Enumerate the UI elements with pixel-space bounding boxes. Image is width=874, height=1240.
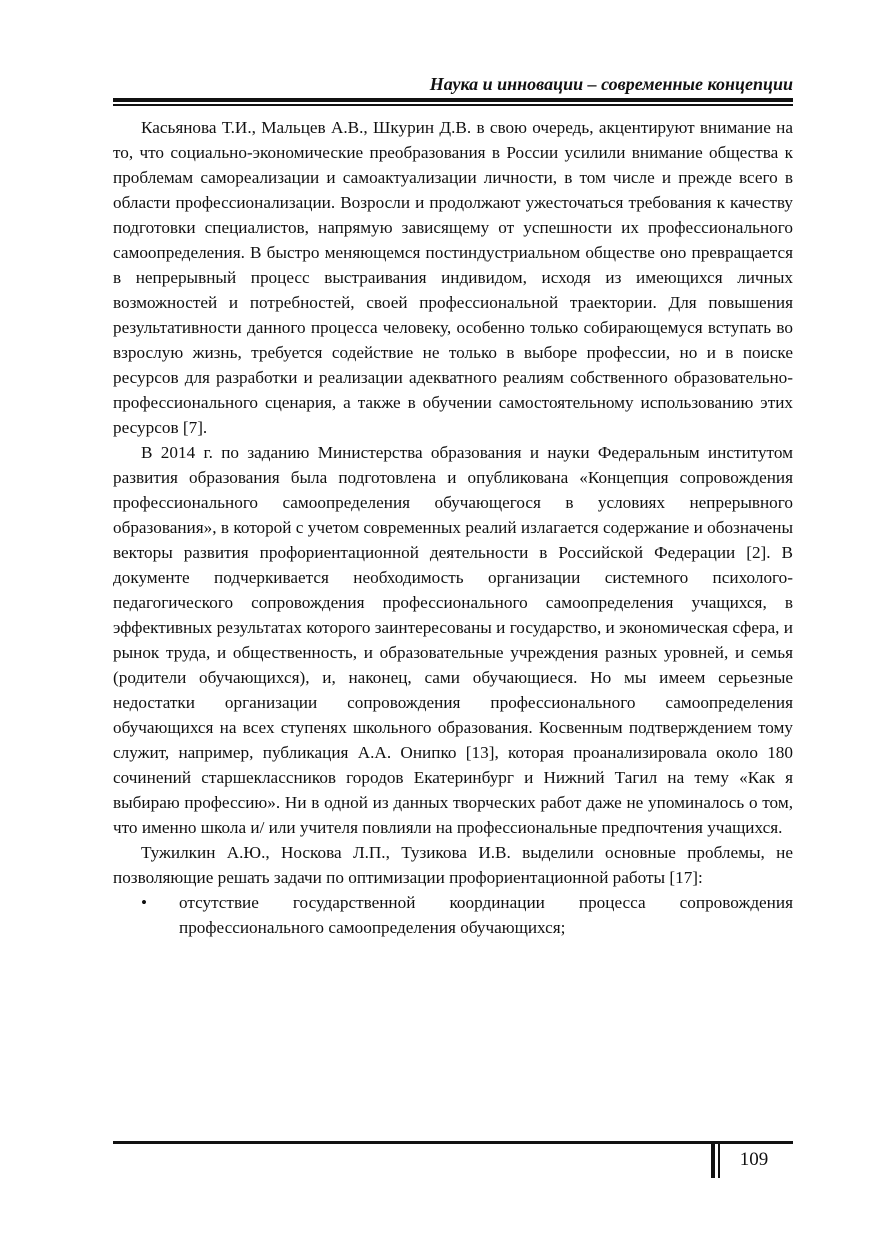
paragraph: В 2014 г. по заданию Министерства образования и науки Федеральным институтом развития образования была подготовлена и опубликована «Концепция сопровождения профессионального самоопределения обучающегося в условиях непрерывного образования», в которой с учетом современных реалий излагается содержание и обозначены векторы развития профориентационной деятельности в Российской Федерации [2]. В документе подчеркивается необходимость организации системного психолого-педагогического сопровождения профессионального самоопределения учащихся, в эффективных результатах которого заинтересованы и государство, и экономическая сфера, и рынок труда, и общественность, и образовательные учреждения разных уровней, и семья (родители обучающихся), и, наконец, сами обучающиеся. Но мы имеем серьезные недостатки организации сопровождения профессионального самоопределения обучающихся на всех ступенях школьного образования. Косвенным подтверждением тому служит, например, публикация А.А. Онипко [13], которая проанализировала около 180 сочинений старшеклассников городов Екатеринбург и Нижний Тагил на тему «Как я выбираю профессию». Ни в одной из данных творческих работ даже не упоминалось о том, что именно школа и/ или учителя повлияли на профессиональные предпочтения учащихся. [113,443,793,837]
paragraph: Касьянова Т.И., Мальцев А.В., Шкурин Д.В. в свою очередь, акцентируют внимание на то, что социально-экономические преобразования в России усилили внимание общества к проблемам самореализации и самоактуализации личности, в том числе и прежде всего в области профессионализации. Возросли и продолжают ужесточаться требования к качеству подготовки специалистов, напрямую зависящему от успешности их профессионального самоопределения. В быстро меняющемся постиндустриальном обществе оно превращается в непрерывный процесс выстраивания индивидом, исходя из имеющихся личных возможностей и потребностей, своей профессиональной траектории. Для повышения результативности данного процесса человеку, особенно только собирающемуся вступать во взрослую жизнь, требуется содействие не только в выборе профессии, но и в поиске ресурсов для разработки и реализации адекватного реалиям собственного образовательно-профессионального сценария, а также в обучении самостоятельному использованию этих ресурсов [7]. [113,118,793,437]
paragraph: Тужилкин А.Ю., Носкова Л.П., Тузикова И.В. выделили основные проблемы, не позволяющие решать задачи по оптимизации профориентационной работы [17]: [113,843,793,887]
list-item-text: отсутствие государственной координации процесса сопровождения профессионального самоопределения обучающихся; [179,893,793,937]
page-number: 109 [739,1149,769,1170]
list-item [113,890,793,940]
footer-bar-thick [711,1144,715,1178]
header-rule-thick [113,98,793,102]
bullet-list [113,890,793,940]
running-header: Наука и инновации – современные концепции [429,74,793,94]
footer-rule [113,1141,793,1144]
footer-bar-thin [718,1144,720,1178]
bullet-icon: • [141,893,148,912]
body-text [113,115,793,940]
header-rule-thin [113,104,793,106]
